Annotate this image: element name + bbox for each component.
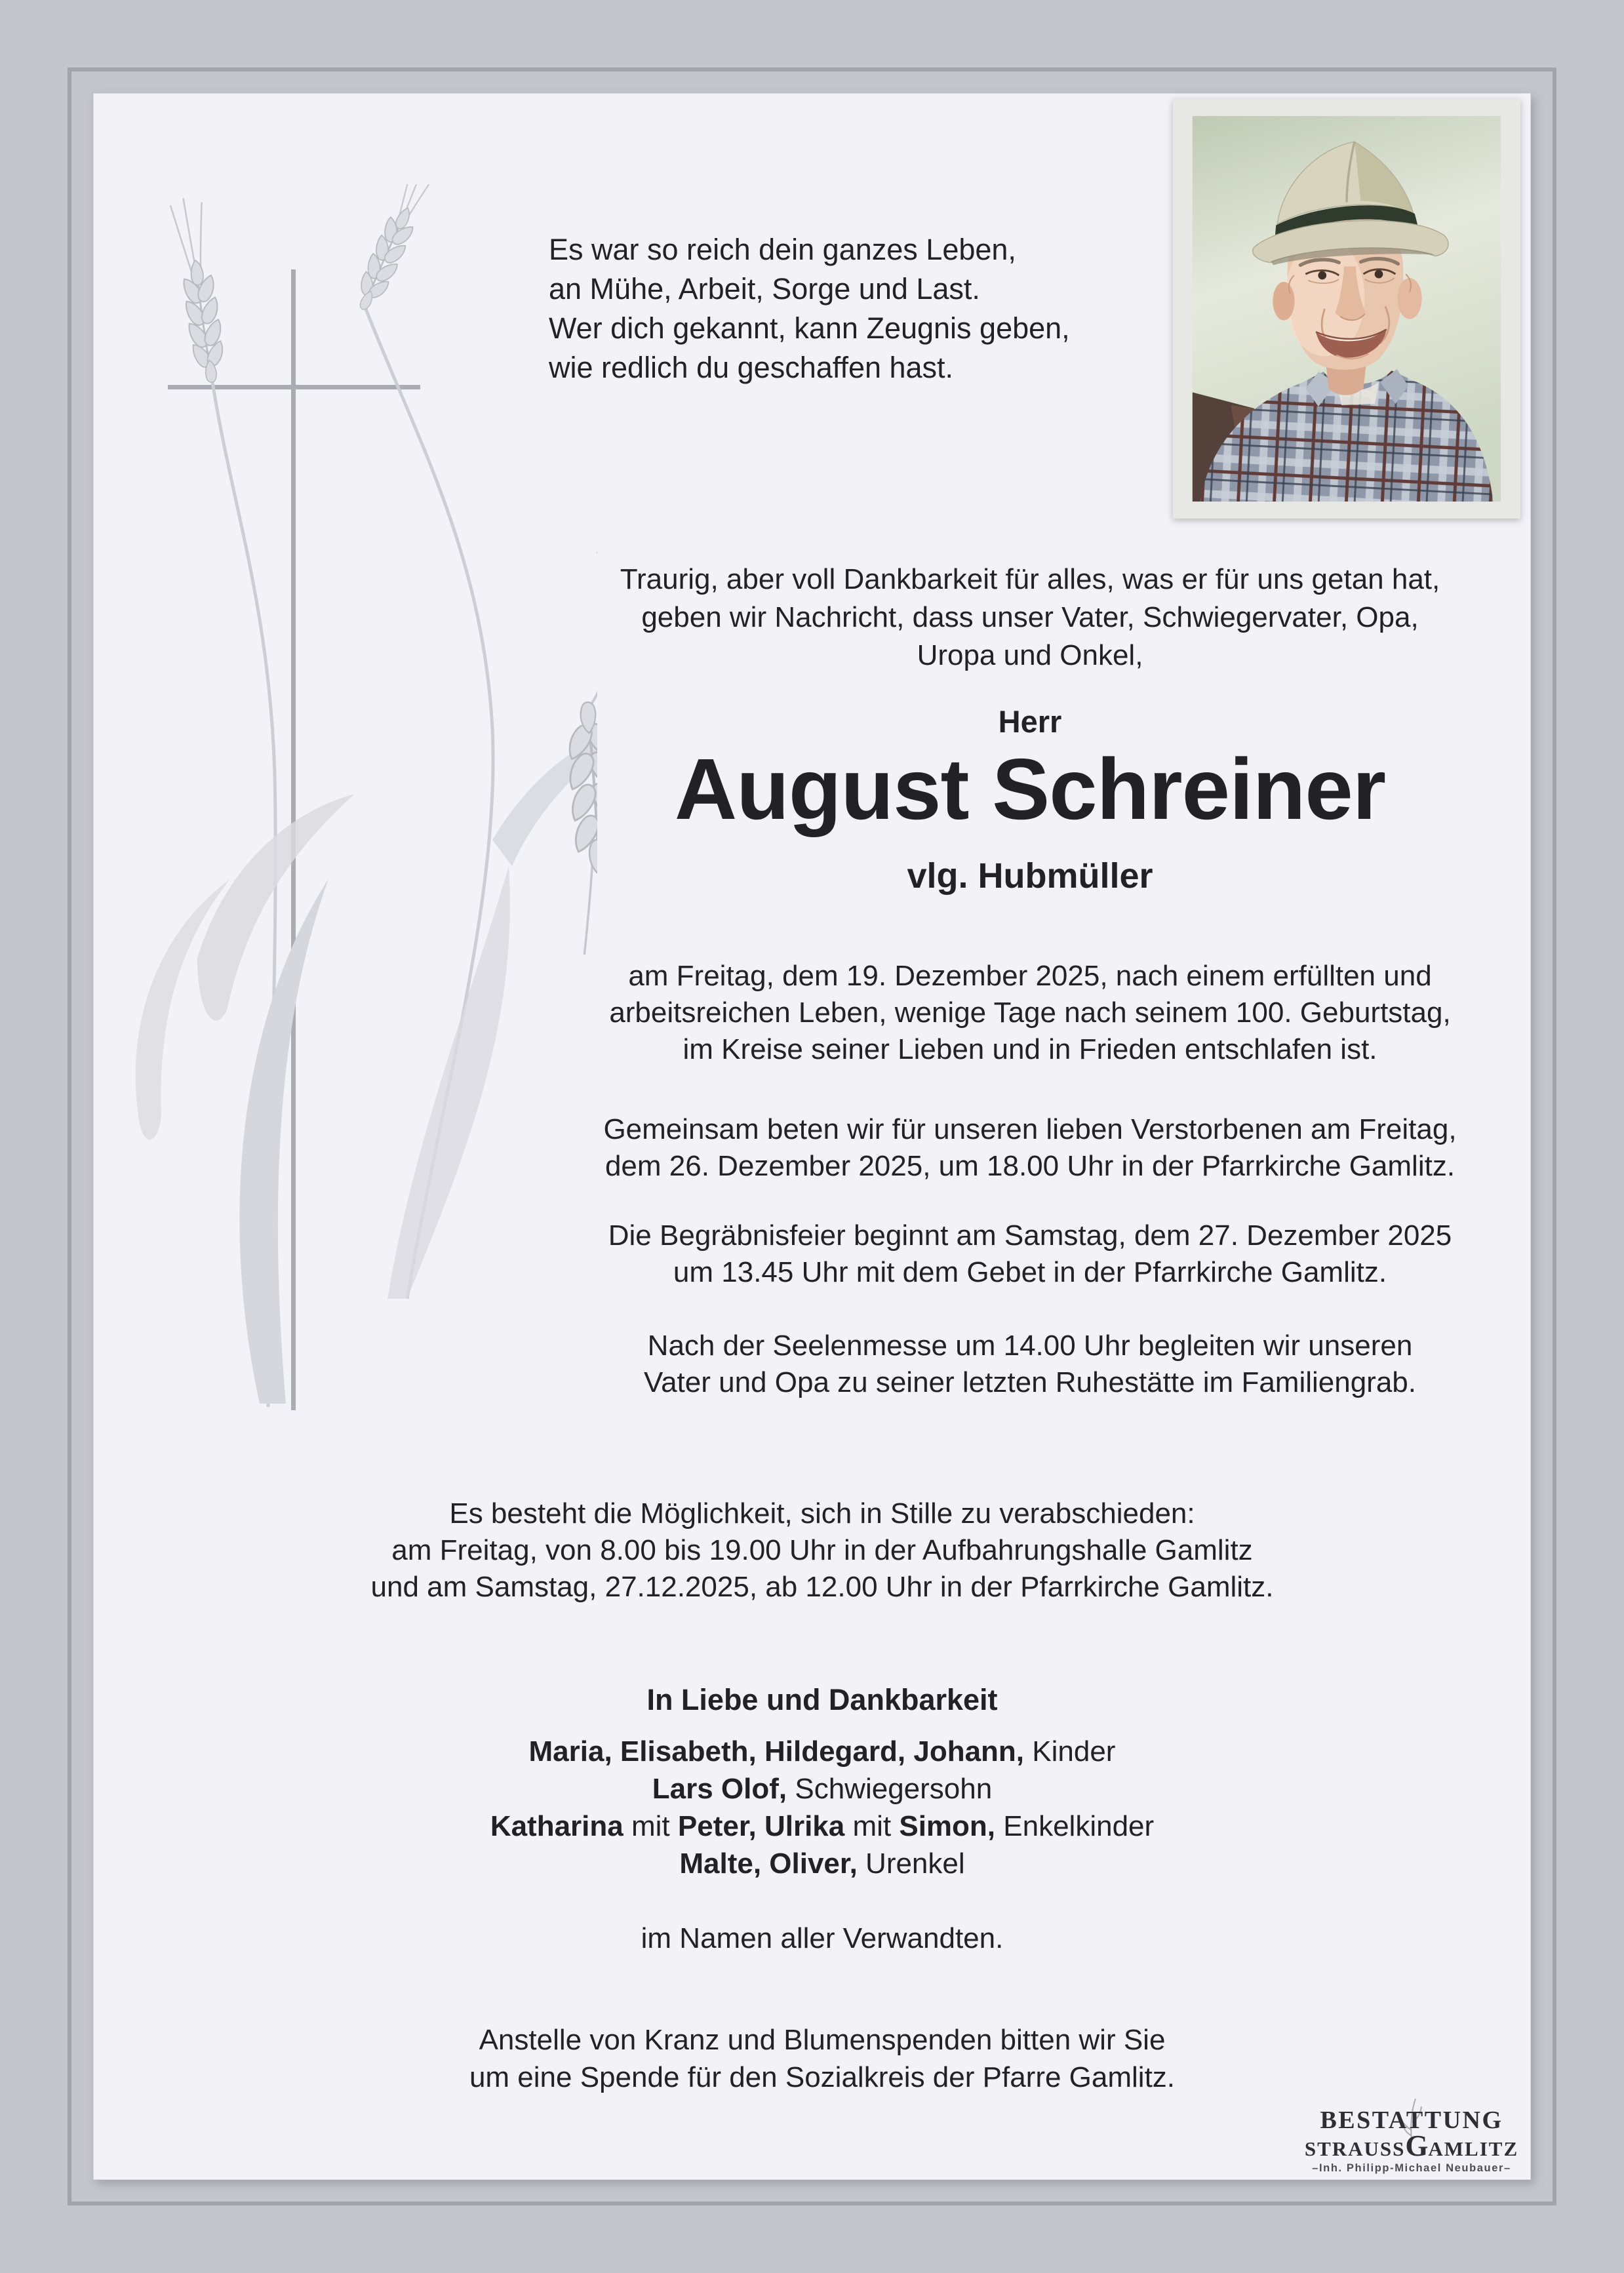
announcement-line: Uropa und Onkel, [917,639,1143,671]
announcement-line: Traurig, aber voll Dankbarkeit für alles, was er für uns getan hat, [620,563,1440,595]
family-line [186,1845,1459,1882]
passing-line: arbeitsreichen Leben, wenige Tage nach seinem 100. Geburtstag, [609,997,1451,1029]
announcement-line: geben wir Nachricht, dass unser Vater, Schwiegervater, Opa, [641,601,1419,633]
cross-horizontal [168,385,420,389]
portrait-photo [1173,99,1520,519]
farewell-line: Es besteht die Möglichkeit, sich in Stille zu verabschieden: [449,1497,1195,1530]
undertaker-owner: –Inh. Philipp-Michael Neubauer– [1312,2162,1511,2174]
salutation: Herr [998,704,1062,739]
poem-line: Es war so reich dein ganzes Leben, [549,233,1016,266]
brand-initial: G [1405,2129,1429,2162]
passing-line: im Kreise seiner Lieben und in Frieden entschlafen ist. [683,1033,1377,1065]
prayer-line: dem 26. Dezember 2025, um 18.00 Uhr in der Pfarrkirche Gamlitz. [604,1150,1456,1182]
deceased-vulgo-name: vlg. Hubmüller [907,856,1153,896]
family-names: Katharina [490,1810,624,1842]
family-relation: Schwiegersohn [787,1773,993,1805]
family-line [186,1808,1459,1845]
procession-line: Vater und Opa zu seiner letzten Ruhestätte im Familiengrab. [643,1366,1416,1398]
farewell-line: am Freitag, von 8.00 bis 19.00 Uhr in der Aufbahrungshalle Gamlitz [391,1534,1253,1566]
poem-line: an Mühe, Arbeit, Sorge und Last. [549,272,980,306]
family-relation: Kinder [1024,1735,1116,1768]
closing-postscript: im Namen aller Verwandten. [641,1922,1004,1954]
announcement-paragraph [513,561,1547,675]
family-names: Simon, [899,1810,996,1842]
closing-heading: In Liebe und Dankbarkeit [646,1683,998,1716]
poem-line: wie redlich du geschaffen hast. [549,351,954,384]
family-names: Lars Olof, [652,1773,787,1805]
undertaker-brand [1280,2131,1543,2161]
farewell-line: und am Samstag, 27.12.2025, ab 12.00 Uhr in der Pfarrkirche Gamlitz. [370,1571,1274,1603]
memorial-poem [549,230,1070,387]
family-relation: Enkelkinder [995,1810,1155,1842]
family-list [186,1733,1459,1882]
funeral-line: Die Begräbnisfeier beginnt am Samstag, dem 27. Dezember 2025 [608,1219,1452,1252]
prayer-paragraph [513,1111,1547,1185]
deceased-name: August Schreiner [674,741,1386,837]
funeral-line: um 13.45 Uhr mit dem Gebet in der Pfarrkirche Gamlitz. [673,1256,1387,1288]
family-names: Peter, Ulrika [677,1810,845,1842]
family-line [186,1770,1459,1808]
passing-line: am Freitag, dem 19. Dezember 2025, nach einem erfüllten und [628,960,1432,992]
portrait-illustration [1190,116,1503,502]
family-names: Maria, Elisabeth, Hildegard, Johann, [528,1735,1025,1768]
donation-line: um eine Spende für den Sozialkreis der Pfarre Gamlitz. [469,2061,1176,2093]
family-line [186,1733,1459,1770]
family-names: Malte, Oliver, [679,1848,858,1880]
donation-line: Anstelle von Kranz und Blumenspenden bitten wir Sie [479,2024,1166,2056]
family-connector: mit [623,1810,678,1842]
poem-line: Wer dich gekannt, kann Zeugnis geben, [549,311,1070,345]
brand-right: AMLITZ [1428,2137,1519,2160]
funeral-paragraph [513,1217,1547,1291]
farewell-paragraph [186,1495,1459,1606]
family-relation: Urenkel [857,1848,965,1880]
prayer-line: Gemeinsam beten wir für unseren lieben Verstorbenen am Freitag, [603,1113,1457,1145]
procession-paragraph [513,1328,1547,1401]
obituary-card [93,93,1531,2180]
brand-left: STRAUSS [1304,2137,1406,2160]
undertaker-name: BESTATTUNG [1320,2106,1503,2134]
family-connector: mit [844,1810,900,1842]
passing-paragraph [513,958,1547,1068]
donation-paragraph [186,2021,1459,2096]
procession-line: Nach der Seelenmesse um 14.00 Uhr begleiten wir unseren [647,1330,1413,1362]
undertaker-logo [1280,2108,1543,2175]
